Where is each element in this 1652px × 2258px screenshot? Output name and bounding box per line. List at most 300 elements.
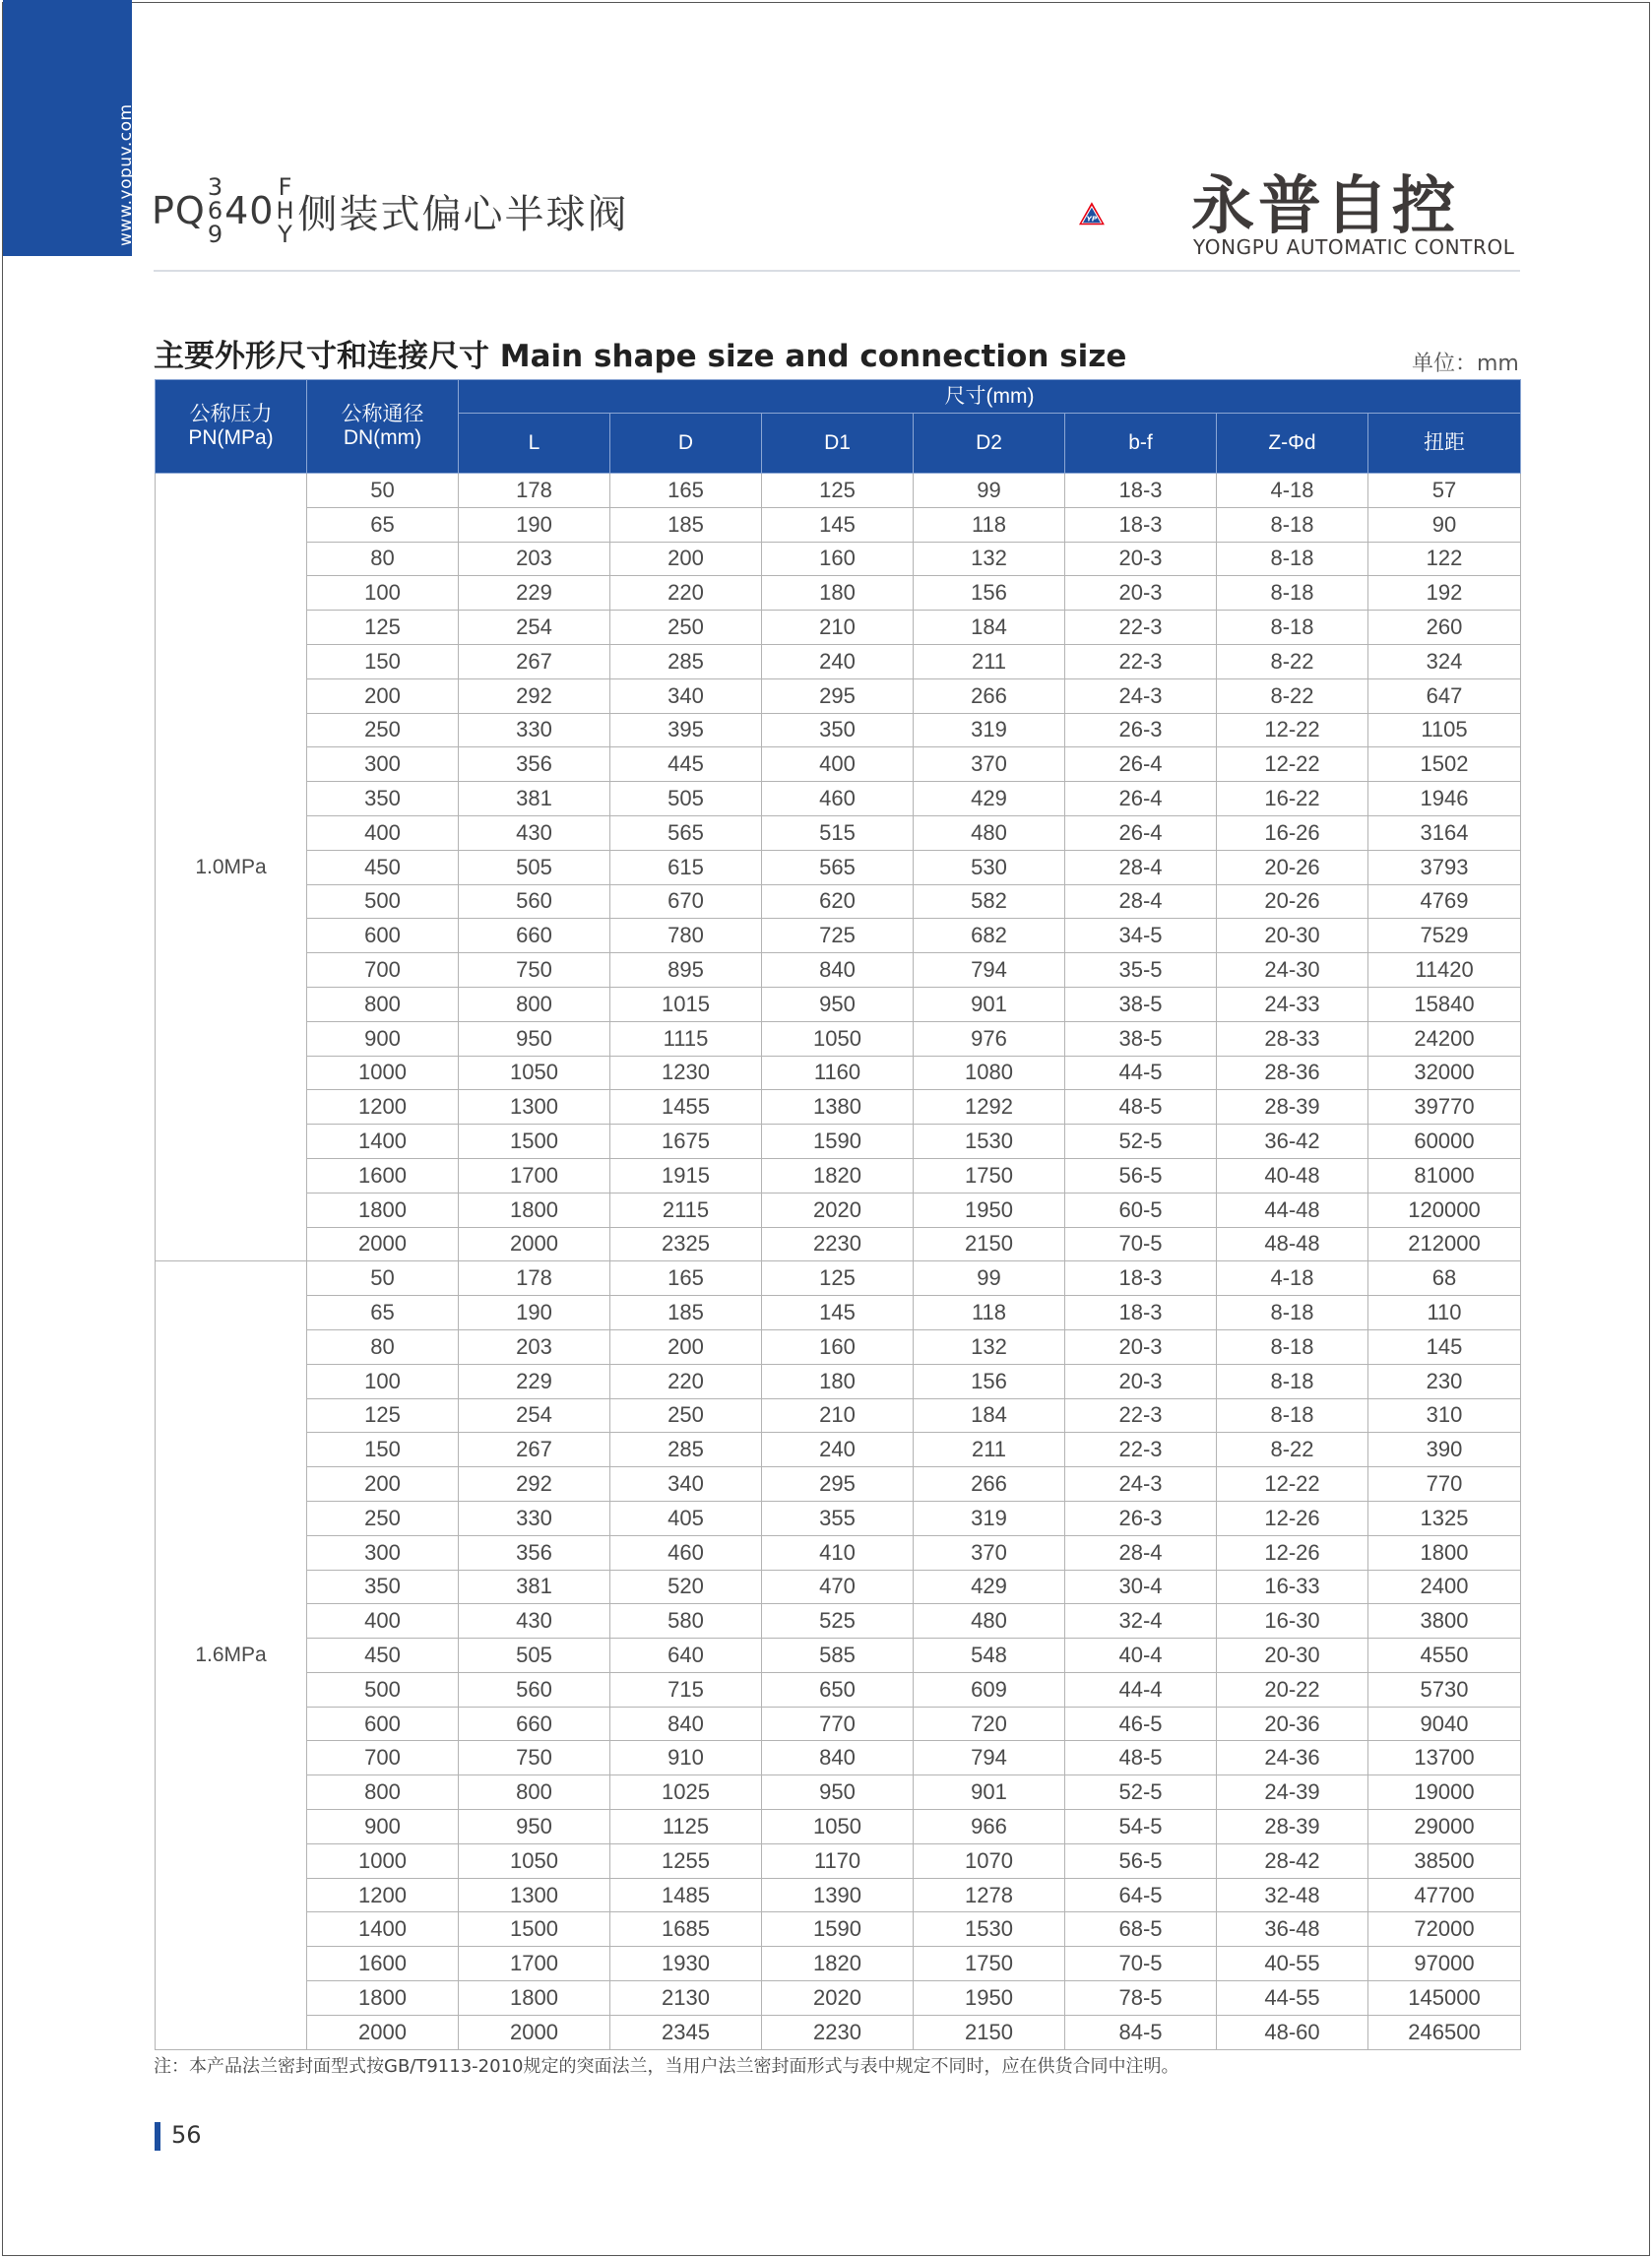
table-cell: 145000 — [1368, 1981, 1521, 2016]
table-cell: 16-26 — [1217, 815, 1368, 850]
table-cell: 16-22 — [1217, 782, 1368, 816]
table-cell: 190 — [459, 507, 610, 542]
table-cell: 319 — [914, 1501, 1065, 1535]
table-cell: 1455 — [610, 1090, 762, 1125]
table-row — [156, 1639, 1521, 1673]
table-row — [156, 644, 1521, 678]
table-row — [156, 850, 1521, 884]
table-cell: 12-22 — [1217, 1467, 1368, 1502]
table-cell: 28-4 — [1065, 850, 1217, 884]
table-cell: 300 — [307, 1535, 459, 1570]
table-cell: 20-30 — [1217, 919, 1368, 953]
table-row — [156, 1125, 1521, 1159]
table-row — [156, 1467, 1521, 1502]
table-cell: 38-5 — [1065, 987, 1217, 1021]
table-row — [156, 1775, 1521, 1810]
table-row — [156, 2015, 1521, 2049]
table-cell: 68 — [1368, 1261, 1521, 1296]
table-cell: 1946 — [1368, 782, 1521, 816]
page-number-bar — [155, 2122, 160, 2151]
table-cell: 356 — [459, 747, 610, 782]
table-row — [156, 507, 1521, 542]
table-cell: 1750 — [914, 1947, 1065, 1981]
column-header: D2 — [914, 414, 1065, 474]
table-cell: 1200 — [307, 1878, 459, 1912]
table-row — [156, 1329, 1521, 1364]
table-cell: 1300 — [459, 1878, 610, 1912]
table-cell: 24200 — [1368, 1021, 1521, 1056]
table-cell: 1685 — [610, 1912, 762, 1947]
table-cell: 450 — [307, 850, 459, 884]
table-cell: 13700 — [1368, 1741, 1521, 1775]
table-cell: 65 — [307, 1296, 459, 1330]
table-cell: 1820 — [762, 1947, 914, 1981]
table-cell: 840 — [610, 1707, 762, 1741]
table-cell: 240 — [762, 1433, 914, 1467]
header-divider — [154, 270, 1520, 272]
table-cell: 24-3 — [1065, 1467, 1217, 1502]
table-row — [156, 919, 1521, 953]
table-cell: 1115 — [610, 1021, 762, 1056]
table-cell: 460 — [610, 1535, 762, 1570]
table-row — [156, 1193, 1521, 1227]
brand-logo — [1078, 165, 1188, 262]
table-cell: 520 — [610, 1570, 762, 1604]
table-cell: 910 — [610, 1741, 762, 1775]
table-cell: 15840 — [1368, 987, 1521, 1021]
table-cell: 90 — [1368, 507, 1521, 542]
table-cell: 60000 — [1368, 1125, 1521, 1159]
table-cell: 160 — [762, 1329, 914, 1364]
table-cell: 1750 — [914, 1158, 1065, 1193]
footnote: 注：本产品法兰密封面型式按GB/T9113-2010规定的突面法兰，当用户法兰密封面形式与表中规定不同时，应在供货合同中注明。 — [154, 2056, 1179, 2077]
table-cell: 9040 — [1368, 1707, 1521, 1741]
table-cell: 125 — [762, 1261, 914, 1296]
table-cell: 12-22 — [1217, 747, 1368, 782]
table-cell: 1915 — [610, 1158, 762, 1193]
table-cell: 1170 — [762, 1843, 914, 1878]
table-cell: 1950 — [914, 1193, 1065, 1227]
table-cell: 800 — [459, 987, 610, 1021]
table-cell: 47700 — [1368, 1878, 1521, 1912]
table-cell: 8-22 — [1217, 1433, 1368, 1467]
table-cell: 267 — [459, 644, 610, 678]
table-cell: 1800 — [1368, 1535, 1521, 1570]
table-cell: 44-4 — [1065, 1672, 1217, 1707]
table-cell: 200 — [610, 542, 762, 576]
table-cell: 2000 — [459, 1227, 610, 1261]
table-cell: 548 — [914, 1639, 1065, 1673]
column-header: L — [459, 414, 610, 474]
table-cell: 1200 — [307, 1090, 459, 1125]
table-cell: 65 — [307, 507, 459, 542]
table-cell: 8-18 — [1217, 1398, 1368, 1433]
table-row — [156, 782, 1521, 816]
table-cell: 750 — [459, 1741, 610, 1775]
table-cell: 350 — [762, 713, 914, 747]
table-cell: 18-3 — [1065, 1261, 1217, 1296]
table-row — [156, 1947, 1521, 1981]
table-cell: 1530 — [914, 1912, 1065, 1947]
table-row — [156, 1227, 1521, 1261]
table-cell: 1600 — [307, 1947, 459, 1981]
table-cell: 660 — [459, 1707, 610, 1741]
table-cell: 12-26 — [1217, 1535, 1368, 1570]
table-cell: 1160 — [762, 1056, 914, 1090]
table-cell: 1675 — [610, 1125, 762, 1159]
product-title — [152, 175, 629, 246]
column-header: Z-Φd — [1217, 414, 1368, 474]
table-cell: 1700 — [459, 1158, 610, 1193]
table-cell: 7529 — [1368, 919, 1521, 953]
table-cell: 250 — [307, 713, 459, 747]
table-cell: 8-22 — [1217, 644, 1368, 678]
table-cell: 355 — [762, 1501, 914, 1535]
table-row — [156, 678, 1521, 713]
table-cell: 36-48 — [1217, 1912, 1368, 1947]
table-cell: 20-3 — [1065, 1329, 1217, 1364]
table-row — [156, 1433, 1521, 1467]
table-cell: 1502 — [1368, 747, 1521, 782]
table-row — [156, 953, 1521, 988]
table-cell: 125 — [762, 474, 914, 508]
table-cell: 700 — [307, 953, 459, 988]
table-cell: 180 — [762, 1364, 914, 1398]
table-cell: 28-39 — [1217, 1090, 1368, 1125]
table-cell: 200 — [307, 1467, 459, 1502]
table-cell: 185 — [610, 507, 762, 542]
table-cell: 2150 — [914, 2015, 1065, 2049]
table-cell: 505 — [459, 1639, 610, 1673]
table-cell: 1000 — [307, 1056, 459, 1090]
table-cell: 560 — [459, 1672, 610, 1707]
table-cell: 185 — [610, 1296, 762, 1330]
table-cell: 295 — [762, 678, 914, 713]
table-cell: 54-5 — [1065, 1810, 1217, 1844]
table-cell: 26-4 — [1065, 747, 1217, 782]
model-prefix: PQ — [152, 189, 206, 232]
table-cell: 200 — [307, 678, 459, 713]
table-cell: 976 — [914, 1021, 1065, 1056]
column-header: 扭距 — [1368, 414, 1521, 474]
table-cell: 18-3 — [1065, 1296, 1217, 1330]
table-cell: 250 — [610, 611, 762, 645]
table-row — [156, 1090, 1521, 1125]
table-cell: 1050 — [459, 1056, 610, 1090]
table-row — [156, 1021, 1521, 1056]
table-cell: 405 — [610, 1501, 762, 1535]
table-cell: 1380 — [762, 1090, 914, 1125]
table-cell: 950 — [459, 1021, 610, 1056]
table-cell: 682 — [914, 919, 1065, 953]
table-cell: 26-3 — [1065, 713, 1217, 747]
table-cell: 48-5 — [1065, 1741, 1217, 1775]
table-cell: 2400 — [1368, 1570, 1521, 1604]
table-cell: 390 — [1368, 1433, 1521, 1467]
table-cell: 254 — [459, 611, 610, 645]
table-cell: 99 — [914, 1261, 1065, 1296]
table-cell: 615 — [610, 850, 762, 884]
table-cell: 8-18 — [1217, 1364, 1368, 1398]
table-cell: 28-39 — [1217, 1810, 1368, 1844]
table-cell: 28-33 — [1217, 1021, 1368, 1056]
table-cell: 1950 — [914, 1981, 1065, 2016]
table-cell: 28-4 — [1065, 884, 1217, 919]
table-cell: 950 — [459, 1810, 610, 1844]
table-cell: 1800 — [459, 1193, 610, 1227]
table-cell: 381 — [459, 1570, 610, 1604]
table-cell: 840 — [762, 1741, 914, 1775]
table-cell: 1390 — [762, 1878, 914, 1912]
table-cell: 780 — [610, 919, 762, 953]
table-cell: 120000 — [1368, 1193, 1521, 1227]
table-cell: 44-5 — [1065, 1056, 1217, 1090]
table-cell: 52-5 — [1065, 1775, 1217, 1810]
table-row — [156, 713, 1521, 747]
column-header: D — [610, 414, 762, 474]
table-cell: 8-18 — [1217, 542, 1368, 576]
table-cell: 1278 — [914, 1878, 1065, 1912]
table-cell: 64-5 — [1065, 1878, 1217, 1912]
table-cell: 35-5 — [1065, 953, 1217, 988]
table-cell: 26-4 — [1065, 815, 1217, 850]
table-row — [156, 1672, 1521, 1707]
table-cell: 212000 — [1368, 1227, 1521, 1261]
table-cell: 1800 — [459, 1981, 610, 2016]
table-cell: 500 — [307, 1672, 459, 1707]
table-cell: 600 — [307, 919, 459, 953]
table-cell: 1255 — [610, 1843, 762, 1878]
table-cell: 1050 — [762, 1021, 914, 1056]
table-cell: 1230 — [610, 1056, 762, 1090]
table-cell: 19000 — [1368, 1775, 1521, 1810]
table-cell: 620 — [762, 884, 914, 919]
table-cell: 150 — [307, 644, 459, 678]
table-cell: 582 — [914, 884, 1065, 919]
table-cell: 840 — [762, 953, 914, 988]
table-cell: 20-30 — [1217, 1639, 1368, 1673]
table-row — [156, 1981, 1521, 2016]
table-cell: 100 — [307, 1364, 459, 1398]
table-cell: 1485 — [610, 1878, 762, 1912]
table-cell: 40-4 — [1065, 1639, 1217, 1673]
table-cell: 203 — [459, 542, 610, 576]
table-row — [156, 474, 1521, 508]
table-cell: 800 — [459, 1775, 610, 1810]
table-cell: 725 — [762, 919, 914, 953]
table-cell: 84-5 — [1065, 2015, 1217, 2049]
table-row — [156, 576, 1521, 611]
table-cell: 211 — [914, 644, 1065, 678]
table-cell: 24-3 — [1065, 678, 1217, 713]
table-cell: 70-5 — [1065, 1947, 1217, 1981]
table-cell: 78-5 — [1065, 1981, 1217, 2016]
table-cell: 32000 — [1368, 1056, 1521, 1090]
table-cell: 110 — [1368, 1296, 1521, 1330]
table-row — [156, 1570, 1521, 1604]
table-cell: 20-3 — [1065, 1364, 1217, 1398]
table-cell: 80 — [307, 1329, 459, 1364]
table-cell: 11420 — [1368, 953, 1521, 988]
table-cell: 125 — [307, 1398, 459, 1433]
table-cell: 1530 — [914, 1125, 1065, 1159]
table-cell: 350 — [307, 782, 459, 816]
table-cell: 330 — [459, 713, 610, 747]
table-cell: 1600 — [307, 1158, 459, 1193]
table-cell: 1400 — [307, 1125, 459, 1159]
table-cell: 20-36 — [1217, 1707, 1368, 1741]
table-row — [156, 1056, 1521, 1090]
table-cell: 1930 — [610, 1947, 762, 1981]
table-cell: 770 — [1368, 1467, 1521, 1502]
table-cell: 8-18 — [1217, 576, 1368, 611]
table-cell: 715 — [610, 1672, 762, 1707]
dimension-group-header: 尺寸(mm) — [459, 380, 1521, 414]
table-cell: 68-5 — [1065, 1912, 1217, 1947]
table-cell: 1080 — [914, 1056, 1065, 1090]
table-cell: 1025 — [610, 1775, 762, 1810]
table-cell: 1820 — [762, 1158, 914, 1193]
table-cell: 295 — [762, 1467, 914, 1502]
table-cell: 1050 — [762, 1810, 914, 1844]
table-cell: 8-22 — [1217, 678, 1368, 713]
table-cell: 381 — [459, 782, 610, 816]
table-cell: 310 — [1368, 1398, 1521, 1433]
table-cell: 229 — [459, 576, 610, 611]
table-cell: 32-4 — [1065, 1604, 1217, 1639]
pn-header: 公称压力 PN(MPa) — [156, 380, 307, 474]
table-cell: 29000 — [1368, 1810, 1521, 1844]
table-cell: 8-18 — [1217, 1329, 1368, 1364]
table-cell: 565 — [610, 815, 762, 850]
table-cell: 1050 — [459, 1843, 610, 1878]
table-cell: 145 — [762, 1296, 914, 1330]
table-cell: 50 — [307, 474, 459, 508]
product-name: 侧装式偏心半球阀 — [297, 191, 629, 237]
table-cell: 44-55 — [1217, 1981, 1368, 2016]
table-cell: 460 — [762, 782, 914, 816]
table-cell: 800 — [307, 987, 459, 1021]
table-cell: 2020 — [762, 1981, 914, 2016]
table-cell: 184 — [914, 611, 1065, 645]
table-cell: 609 — [914, 1672, 1065, 1707]
table-row — [156, 1912, 1521, 1947]
table-cell: 660 — [459, 919, 610, 953]
table-cell: 340 — [610, 678, 762, 713]
table-cell: 2130 — [610, 1981, 762, 2016]
model-mid: 40 — [224, 189, 275, 232]
side-accent-bar — [3, 0, 132, 256]
table-cell: 1800 — [307, 1981, 459, 2016]
table-cell: 505 — [610, 782, 762, 816]
section-title: 主要外形尺寸和连接尺寸 Main shape size and connection size — [154, 339, 1127, 374]
table-cell: 1015 — [610, 987, 762, 1021]
table-cell: 50 — [307, 1261, 459, 1296]
table-cell: 30-4 — [1065, 1570, 1217, 1604]
table-cell: 300 — [307, 747, 459, 782]
table-cell: 97000 — [1368, 1947, 1521, 1981]
table-cell: 20-22 — [1217, 1672, 1368, 1707]
table-cell: 647 — [1368, 678, 1521, 713]
table-cell: 24-33 — [1217, 987, 1368, 1021]
table-cell: 445 — [610, 747, 762, 782]
table-cell: 184 — [914, 1398, 1065, 1433]
table-cell: 1590 — [762, 1125, 914, 1159]
table-cell: 28-36 — [1217, 1056, 1368, 1090]
table-cell: 4769 — [1368, 884, 1521, 919]
table-cell: 720 — [914, 1707, 1065, 1741]
table-cell: 211 — [914, 1433, 1065, 1467]
dimension-table — [155, 379, 1521, 2050]
table-cell: 8-18 — [1217, 507, 1368, 542]
table-cell: 72000 — [1368, 1912, 1521, 1947]
table-cell: 210 — [762, 611, 914, 645]
table-cell: 285 — [610, 1433, 762, 1467]
table-cell: 57 — [1368, 474, 1521, 508]
table-cell: 1300 — [459, 1090, 610, 1125]
table-cell: 3793 — [1368, 850, 1521, 884]
table-cell: 2020 — [762, 1193, 914, 1227]
table-cell: 56-5 — [1065, 1158, 1217, 1193]
table-row — [156, 611, 1521, 645]
table-cell: 1500 — [459, 1125, 610, 1159]
table-cell: 895 — [610, 953, 762, 988]
table-cell: 38500 — [1368, 1843, 1521, 1878]
table-cell: 28-4 — [1065, 1535, 1217, 1570]
page-number: 56 — [171, 2121, 202, 2149]
table-cell: 150 — [307, 1433, 459, 1467]
table-row — [156, 1843, 1521, 1878]
table-cell: 260 — [1368, 611, 1521, 645]
table-cell: 3164 — [1368, 815, 1521, 850]
table-cell: 48-5 — [1065, 1090, 1217, 1125]
table-cell: 950 — [762, 1775, 914, 1810]
unit-label: 单位：mm — [1412, 352, 1519, 376]
table-cell: 292 — [459, 678, 610, 713]
table-cell: 5730 — [1368, 1672, 1521, 1707]
table-cell: 70-5 — [1065, 1227, 1217, 1261]
table-cell: 480 — [914, 815, 1065, 850]
table-cell: 178 — [459, 1261, 610, 1296]
table-cell: 22-3 — [1065, 644, 1217, 678]
table-cell: 1292 — [914, 1090, 1065, 1125]
table-cell: 26-4 — [1065, 782, 1217, 816]
table-cell: 145 — [762, 507, 914, 542]
table-cell: 2325 — [610, 1227, 762, 1261]
table-cell: 180 — [762, 576, 914, 611]
table-cell: 800 — [307, 1775, 459, 1810]
table-row — [156, 1501, 1521, 1535]
table-cell: 8-18 — [1217, 1296, 1368, 1330]
table-cell: 900 — [307, 1021, 459, 1056]
table-cell: 2150 — [914, 1227, 1065, 1261]
table-cell: 230 — [1368, 1364, 1521, 1398]
table-cell: 24-30 — [1217, 953, 1368, 988]
table-cell: 203 — [459, 1329, 610, 1364]
table-row — [156, 1810, 1521, 1844]
table-cell: 22-3 — [1065, 1433, 1217, 1467]
table-cell: 192 — [1368, 576, 1521, 611]
table-cell: 350 — [307, 1570, 459, 1604]
table-cell: 1125 — [610, 1810, 762, 1844]
table-cell: 165 — [610, 474, 762, 508]
table-cell: 430 — [459, 815, 610, 850]
table-cell: 40-48 — [1217, 1158, 1368, 1193]
table-cell: 330 — [459, 1501, 610, 1535]
table-cell: 966 — [914, 1810, 1065, 1844]
table-cell: 1070 — [914, 1843, 1065, 1878]
table-cell: 400 — [307, 815, 459, 850]
